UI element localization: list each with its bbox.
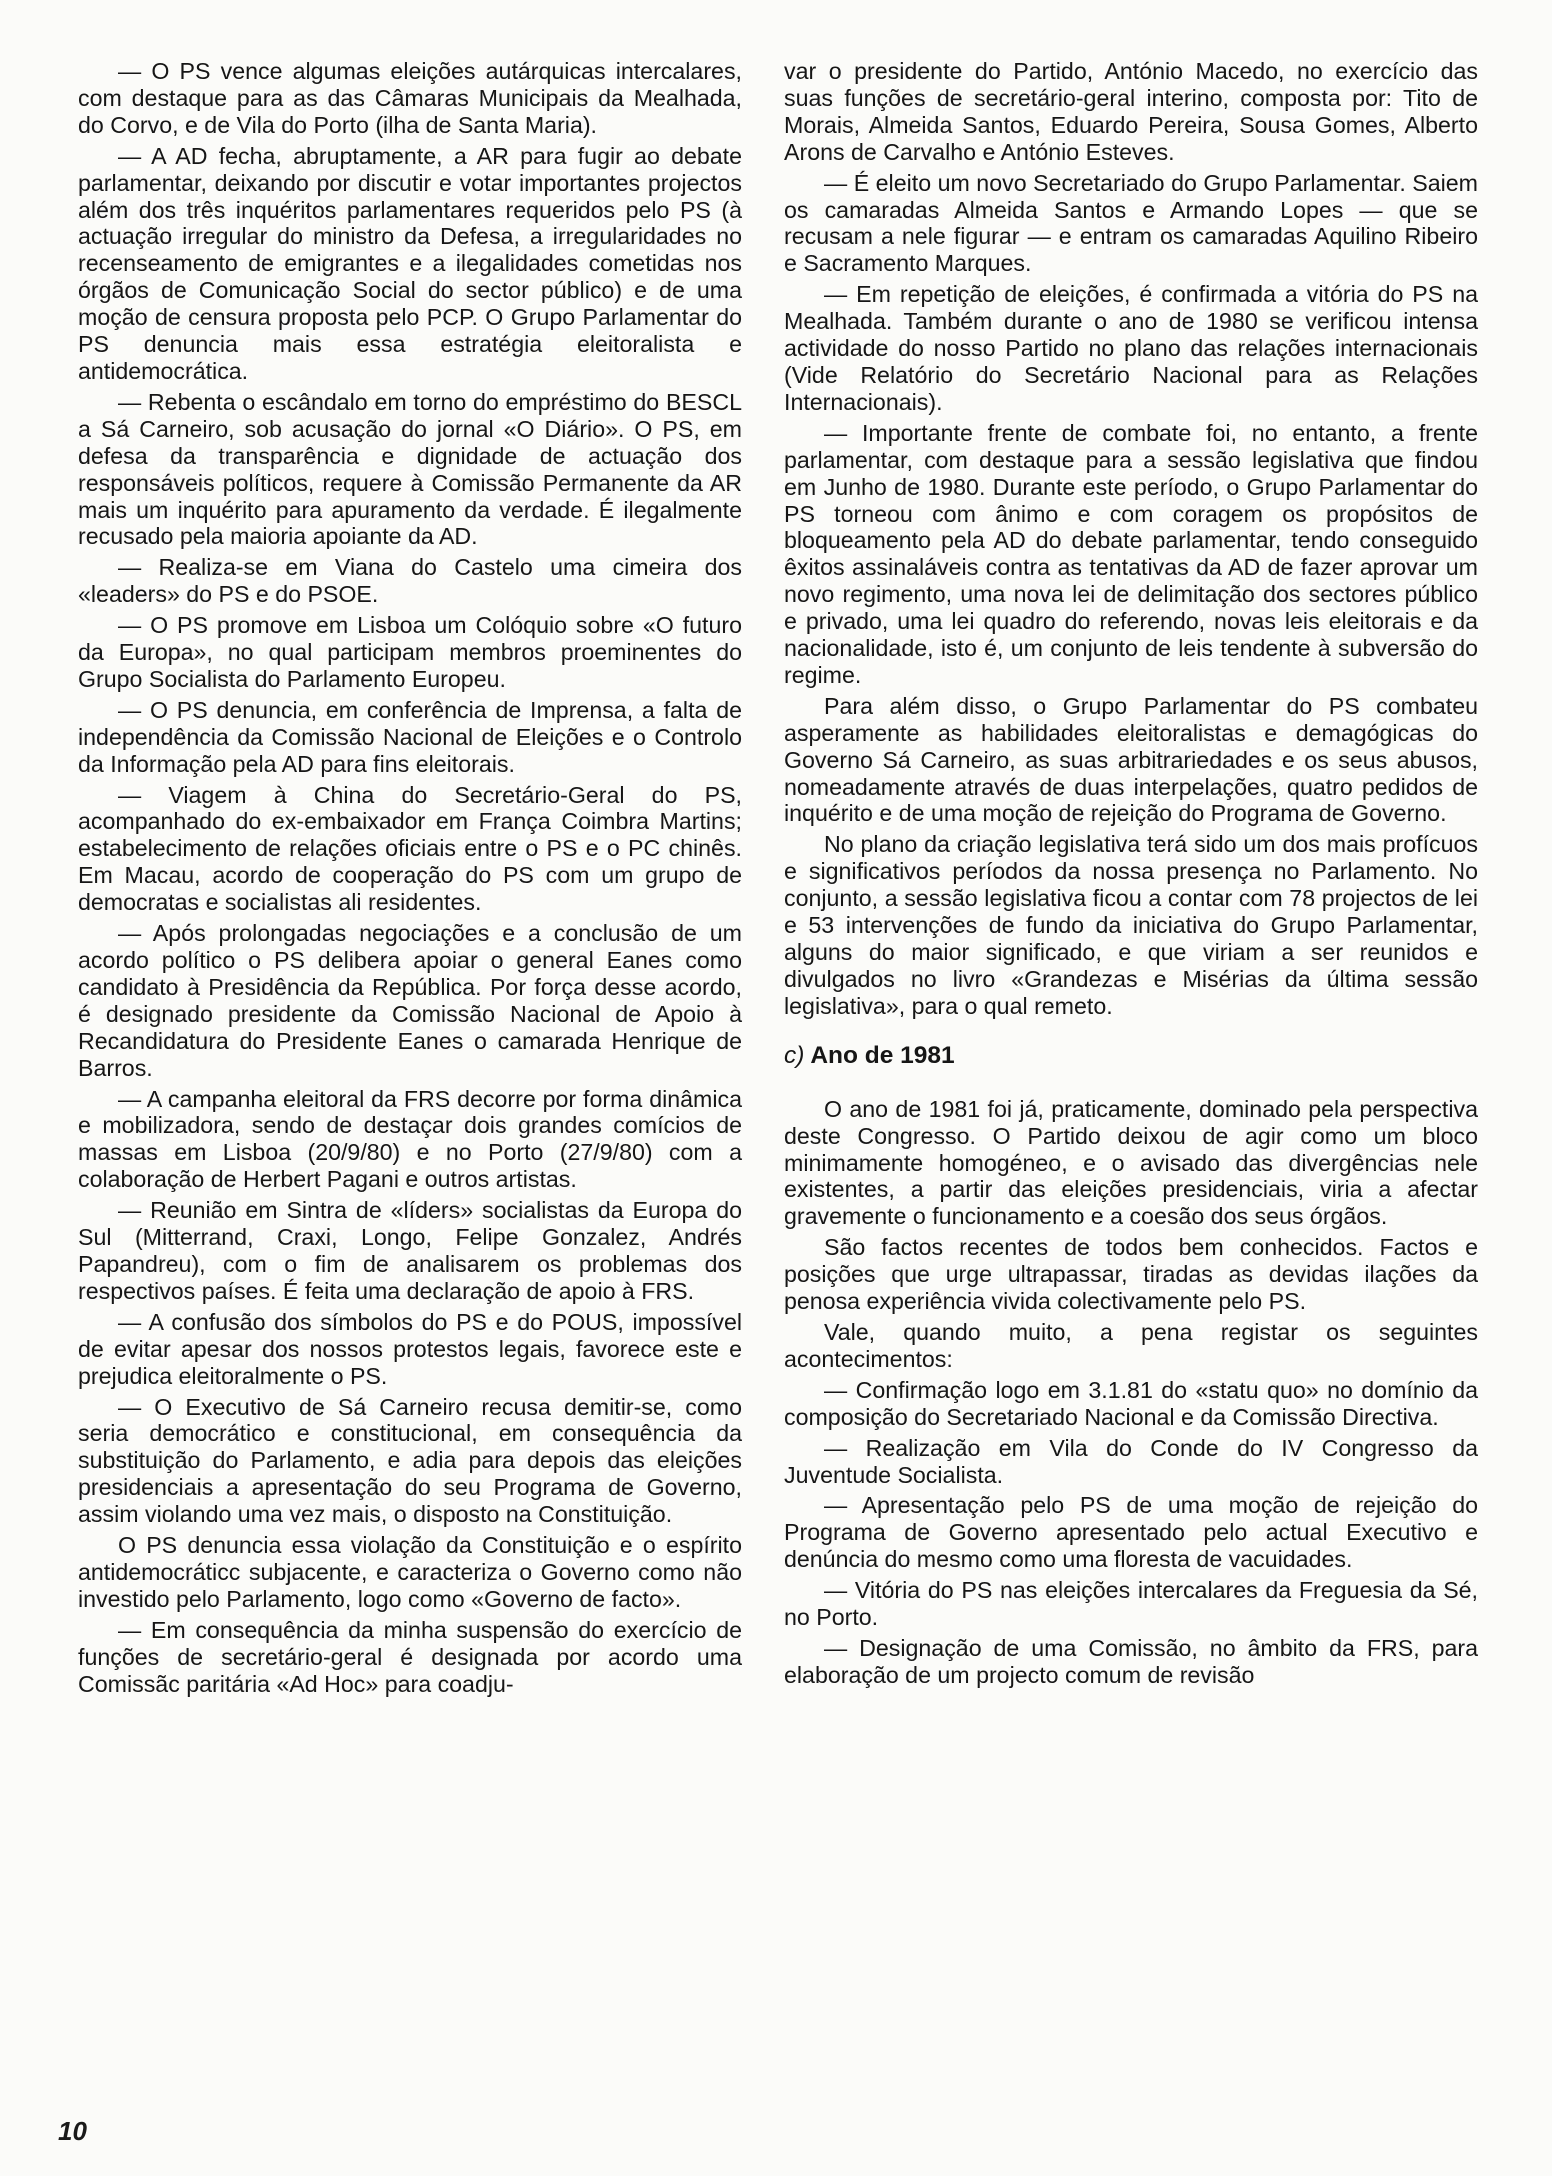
paragraph: — É eleito um novo Secretariado do Grupo Parlamentar. Saiem os camaradas Almeida Santos e Armando Lopes — que se recusam a nele figurar — e entram os camaradas Aquilino Ribeiro e Sacramento Marques.	[784, 169, 1478, 277]
page-number: 10	[58, 2116, 87, 2146]
paragraph: Vale, quando muito, a pena registar os seguintes acontecimentos:	[784, 1318, 1478, 1372]
paragraph: — Apresentação pelo PS de uma moção de rejeição do Programa de Governo apresentado pelo actual Executivo e denúncia do mesmo como uma floresta de vacuidades.	[784, 1492, 1478, 1573]
paragraph: Para além disso, o Grupo Parlamentar do PS combateu asperamente as habilidades eleitoralistas e demagógicas do Governo Sá Carneiro, as suas arbitrariedades e os seus abusos, nomeadamente através de duas interpelações, quatro pedidos de inquérito e de uma moção de rejeição do Programa de Governo.	[784, 692, 1478, 827]
paragraph: — Realização em Vila do Conde do IV Congresso da Juventude Socialista.	[784, 1434, 1478, 1488]
paragraph: — Confirmação logo em 3.1.81 do «statu quo» no domínio da composição do Secretariado Nacional e da Comissão Directiva.	[784, 1376, 1478, 1430]
right-column	[784, 58, 1478, 1693]
section-heading	[784, 1042, 1478, 1070]
section-label: c)	[784, 1041, 805, 1069]
paragraph: — A campanha eleitoral da FRS decorre por forma dinâmica e mobilizadora, sendo de destaçar dois grandes comícios de massas em Lisboa (20/9/80) e no Porto (27/9/80) com a colaboração de Herbert Pagani e outros artistas.	[78, 1085, 742, 1193]
paragraph: — Realiza-se em Viana do Castelo uma cimeira dos «leaders» do PS e do PSOE.	[78, 554, 742, 608]
paragraph: — O PS denuncia, em conferência de Imprensa, a falta de independência da Comissão Nacional de Eleições e o Controlo da Informação pela AD para fins eleitorais.	[78, 696, 742, 777]
paragraph: — Em repetição de eleições, é confirmada a vitória do PS na Mealhada. Também durante o ano de 1980 se verificou intensa actividade do nosso Partido no plano das relações internacionais (Vide Relatório do Secretário Nacional para as Relações Internacionais).	[784, 281, 1478, 415]
paragraph: — Importante frente de combate foi, no entanto, a frente parlamentar, com destaque para a sessão legislativa que findou em Junho de 1980. Durante este período, o Grupo Parlamentar do PS torneou com ânimo e com coragem os propósitos de bloqueamento pela AD do debate parlamentar, tendo conseguido êxitos assinaláveis contra as tentativas da AD de fazer aprovar um novo regimento, uma nova lei de delimitação dos sectores público e privado, uma lei quadro do referendo, novas leis eleitorais e da nacionalidade, isto é, um conjunto de leis tendente à subversão do regime.	[784, 419, 1478, 688]
paragraph: No plano da criação legislativa terá sido um dos mais profícuos e significativos períodos da nossa presença no Parlamento. No conjunto, a sessão legislativa ficou a contar com 78 projectos de lei e 53 intervenções de fundo da iniciativa do Grupo Parlamentar, alguns do maior significado, e que viriam a ser reunidos e divulgados no livro «Grandezas e Misérias da última sessão legislativa», para o qual remeto.	[784, 831, 1478, 1019]
paragraph: São factos recentes de todos bem conhecidos. Factos e posições que urge ultrapassar, tiradas as devidas ilações da penosa experiência vivida colectivamente pelo PS.	[784, 1234, 1478, 1315]
paragraph: — Reunião em Sintra de «líders» socialistas da Europa do Sul (Mitterrand, Craxi, Longo, Felipe Gonzalez, Andrés Papandreu), com o fim de analisarem os problemas dos respectivos países. É feita uma declaração de apoio à FRS.	[78, 1197, 742, 1304]
paragraph: — Designação de uma Comissão, no âmbito da FRS, para elaboração de um projecto comum de revisão	[784, 1634, 1478, 1688]
paragraph: — A AD fecha, abruptamente, a AR para fugir ao debate parlamentar, deixando por discutir e votar importantes projectos além dos três inquéritos parlamentares requeridos pelo PS (à actuação irregular do ministro da Defesa, a irregularidades no recenseamento de emigrantes e a ilegalidades cometidas nos órgãos de Comunicação Social do sector público) e de uma moção de censura proposta pelo PCP. O Grupo Parlamentar do PS denuncia mais essa estratégia eleitoralista e antidemocrática.	[78, 142, 742, 384]
section-title: Ano de 1981	[810, 1041, 955, 1069]
paragraph: — Em consequência da minha suspensão do exercício de funções de secretário-geral é designada por acordo uma Comissãc paritária «Ad Hoc» para coadju-	[78, 1616, 742, 1697]
paragraph: var o presidente do Partido, António Macedo, no exercício das suas funções de secretário-geral interino, composta por: Tito de Morais, Almeida Santos, Eduardo Pereira, Sousa Gomes, Alberto Arons de Carvalho e António Esteves.	[784, 58, 1478, 165]
paragraph: — O PS promove em Lisboa um Colóquio sobre «O futuro da Europa», no qual participam membros proeminentes do Grupo Socialista do Parlamento Europeu.	[78, 612, 742, 692]
paragraph: — O Executivo de Sá Carneiro recusa demitir-se, como seria democrático e constitucional, em consequência da substituição do Parlamento, e adia para depois das eleições presidenciais a apresentação do seu Programa de Governo, assim violando uma vez mais, o disposto na Constituição.	[78, 1393, 742, 1528]
paragraph: — A confusão dos símbolos do PS e do POUS, impossível de evitar apesar dos nossos protestos legais, favorece este e prejudica eleitoralmente o PS.	[78, 1308, 742, 1389]
paragraph: — Rebenta o escândalo em torno do empréstimo do BESCL a Sá Carneiro, sob acusação do jornal «O Diário». O PS, em defesa da transparência e dignidade de actuação dos responsáveis políticos, requere à Comissão Permanente da AR mais um inquérito para apuramento da verdade. É ilegalmente recusado pela maioria apoiante da AD.	[78, 388, 742, 550]
paragraph: — Viagem à China do Secretário-Geral do PS, acompanhado do ex-embaixador em França Coimbra Martins; estabelecimento de relações oficiais entre o PS e o PC chinês. Em Macau, acordo de cooperação do PS com um grupo de democratas e socialistas ali residentes.	[78, 781, 742, 916]
left-column	[78, 58, 742, 1701]
paragraph: O ano de 1981 foi já, praticamente, dominado pela perspectiva deste Congresso. O Partido deixou de agir como um bloco minimamente homogéneo, e o avisado das divergências nele existentes, a partir das eleições presidenciais, viria a afectar gravemente o funcionamento e a coesão dos seus órgãos.	[784, 1095, 1478, 1230]
paragraph: — Vitória do PS nas eleições intercalares da Freguesia da Sé, no Porto.	[784, 1577, 1478, 1631]
paragraph: O PS denuncia essa violação da Constituição e o espírito antidemocráticc subjacente, e caracteriza o Governo como não investido pelo Parlamento, logo como «Governo de facto».	[78, 1532, 742, 1612]
paragraph: — Após prolongadas negociações e a conclusão de um acordo político o PS delibera apoiar o general Eanes como candidato à Presidência da República. Por força desse acordo, é designado presidente da Comissão Nacional de Apoio à Recandidatura do Presidente Eanes o camarada Henrique de Barros.	[78, 920, 742, 1081]
paragraph: — O PS vence algumas eleições autárquicas intercalares, com destaque para as das Câmaras Municipais da Mealhada, do Corvo, e de Vila do Porto (ilha de Santa Maria).	[78, 58, 742, 138]
